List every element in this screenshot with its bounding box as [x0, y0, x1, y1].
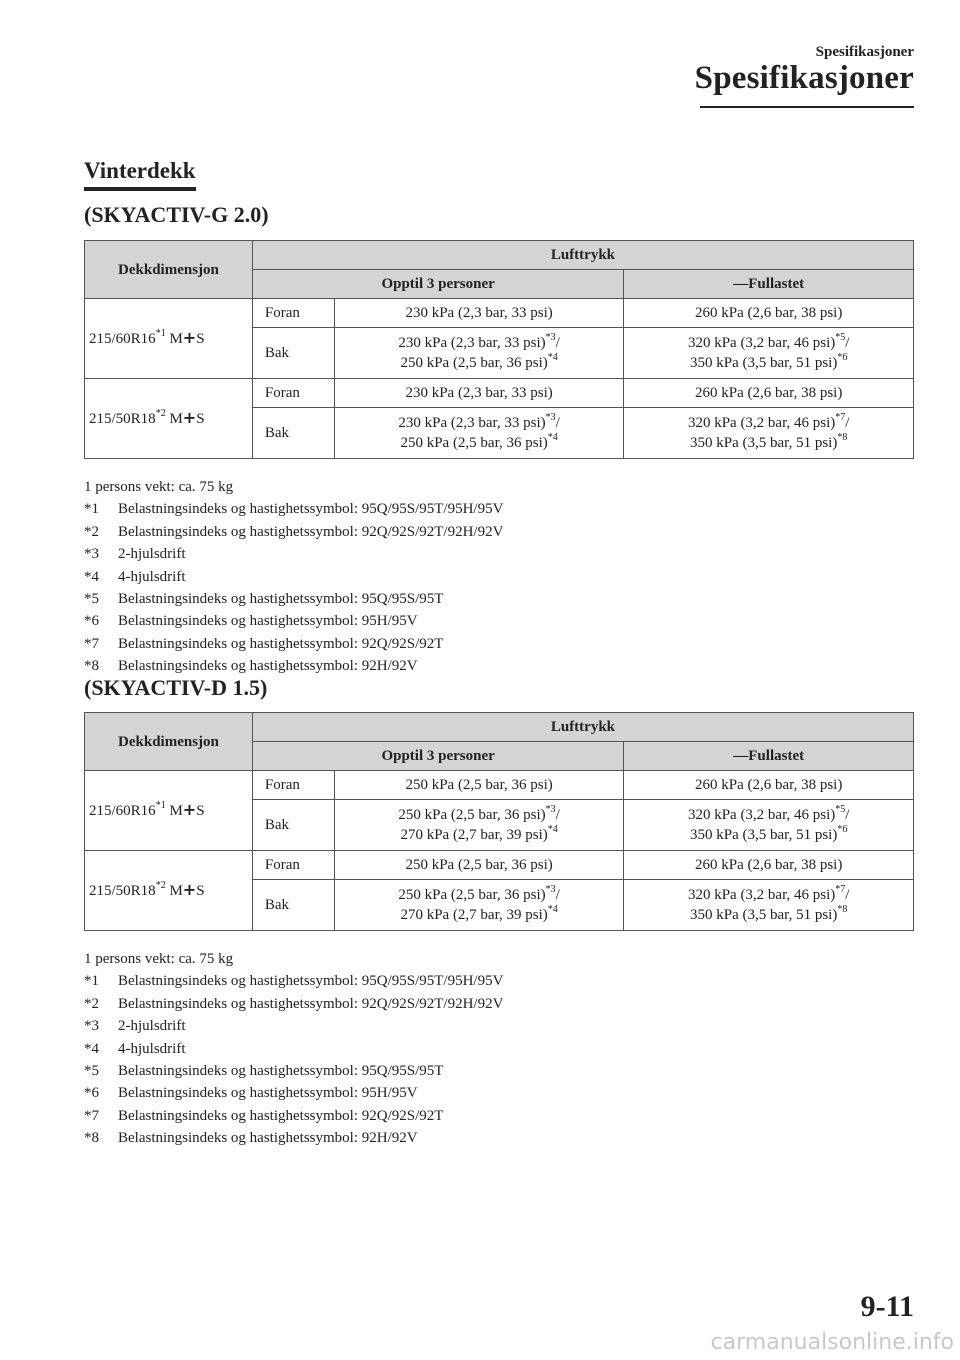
header-dimension: Dekkdimensjon — [85, 241, 253, 299]
header-full: —Fullastet — [624, 742, 914, 771]
front-full-value: 260 kPa (2,6 bar, 38 psi) — [624, 299, 914, 328]
front-up3-value: 250 kPa (2,5 bar, 36 psi) — [334, 771, 624, 800]
header-up-to-3: Opptil 3 personer — [252, 270, 623, 299]
header-dimension: Dekkdimensjon — [85, 713, 253, 771]
running-header-section: Spesifikasjoner — [815, 44, 914, 60]
front-full-value: 260 kPa (2,6 bar, 38 psi) — [624, 851, 914, 880]
tire-dimension: 215/50R18$^{*2}$ M+S — [85, 851, 253, 931]
table-row — [85, 299, 914, 328]
subsection-title-d15: (SKYACTIV-D 1.5) — [84, 675, 268, 700]
rear-full-value: 320 kPa (3,2 bar, 46 psi)$^{*7}$/ 350 kPa (3,5 bar, 51 psi)$^{*8}$ — [624, 408, 914, 459]
front-up3-value: 230 kPa (2,3 bar, 33 psi) — [334, 379, 624, 408]
page-number: 9-11 — [860, 1290, 914, 1323]
front-full-value: 260 kPa (2,6 bar, 38 psi) — [624, 379, 914, 408]
footnote: *6 Belastningsindeks og hastighetssymbol: 95H/95V — [84, 613, 418, 630]
pressure-table-g20 — [84, 240, 914, 459]
footnote: *4 4-hjulsdrift — [84, 1040, 186, 1057]
footnote: *7 Belastningsindeks og hastighetssymbol: 92Q/92S/92T — [84, 635, 444, 652]
footnote: *3 2-hjulsdrift — [84, 546, 186, 563]
footnote: *1 Belastningsindeks og hastighetssymbol: 95Q/95S/95T/95H/95V — [84, 973, 504, 990]
tire-dimension: 215/50R18$^{*2}$ M+S — [85, 379, 253, 459]
rear-up3-value: 230 kPa (2,3 bar, 33 psi)$^{*3}$/ 250 kPa (2,5 bar, 36 psi)$^{*4}$ — [334, 328, 624, 379]
tire-dimension: 215/60R16$^{*1}$ M+S — [85, 771, 253, 851]
pressure-table-d15 — [84, 712, 914, 931]
table-row — [85, 851, 914, 880]
footnote: *8 Belastningsindeks og hastighetssymbol: 92H/92V — [84, 1130, 418, 1147]
position-front: Foran — [252, 851, 334, 880]
position-front: Foran — [252, 771, 334, 800]
footnote: *2 Belastningsindeks og hastighetssymbol: 92Q/92S/92T/92H/92V — [84, 523, 504, 540]
header-pressure: Lufttrykk — [252, 241, 913, 270]
position-rear: Bak — [252, 408, 334, 459]
front-up3-value: 250 kPa (2,5 bar, 36 psi) — [334, 851, 624, 880]
rear-up3-value: 250 kPa (2,5 bar, 36 psi)$^{*3}$/ 270 kPa (2,7 bar, 39 psi)$^{*4}$ — [334, 880, 624, 931]
header-rule — [700, 106, 914, 108]
weight-note: 1 persons vekt: ca. 75 kg — [84, 479, 234, 495]
rear-full-value: 320 kPa (3,2 bar, 46 psi)$^{*5}$/ 350 kPa (3,5 bar, 51 psi)$^{*6}$ — [624, 328, 914, 379]
footnote: *5 Belastningsindeks og hastighetssymbol: 95Q/95S/95T — [84, 1063, 444, 1080]
front-full-value: 260 kPa (2,6 bar, 38 psi) — [624, 771, 914, 800]
footnote: *8 Belastningsindeks og hastighetssymbol: 92H/92V — [84, 658, 418, 675]
front-up3-value: 230 kPa (2,3 bar, 33 psi) — [334, 299, 624, 328]
header-full: —Fullastet — [624, 270, 914, 299]
rear-full-value: 320 kPa (3,2 bar, 46 psi)$^{*7}$/ 350 kPa (3,5 bar, 51 psi)$^{*8}$ — [624, 880, 914, 931]
footnote: *7 Belastningsindeks og hastighetssymbol: 92Q/92S/92T — [84, 1107, 444, 1124]
position-front: Foran — [252, 299, 334, 328]
section-title: Vinterdekk — [84, 158, 196, 191]
footnotes-d15 — [84, 948, 503, 1150]
footnote: *1 Belastningsindeks og hastighetssymbol: 95Q/95S/95T/95H/95V — [84, 501, 504, 518]
footnote: *5 Belastningsindeks og hastighetssymbol: 95Q/95S/95T — [84, 591, 444, 608]
position-rear: Bak — [252, 328, 334, 379]
subsection-title-g20: (SKYACTIV-G 2.0) — [84, 202, 269, 227]
footnote: *4 4-hjulsdrift — [84, 568, 186, 585]
plus-icon: + — [182, 407, 197, 427]
position-rear: Bak — [252, 800, 334, 851]
footnotes-g20 — [84, 476, 503, 678]
plus-icon: + — [182, 879, 197, 899]
table-row — [85, 379, 914, 408]
plus-icon: + — [182, 327, 197, 347]
watermark: carmanualsonline.info — [710, 1330, 954, 1355]
footnote: *6 Belastningsindeks og hastighetssymbol: 95H/95V — [84, 1085, 418, 1102]
position-rear: Bak — [252, 880, 334, 931]
table-row — [85, 771, 914, 800]
position-front: Foran — [252, 379, 334, 408]
rear-full-value: 320 kPa (3,2 bar, 46 psi)$^{*5}$/ 350 kPa (3,5 bar, 51 psi)$^{*6}$ — [624, 800, 914, 851]
rear-up3-value: 230 kPa (2,3 bar, 33 psi)$^{*3}$/ 250 kPa (2,5 bar, 36 psi)$^{*4}$ — [334, 408, 624, 459]
rear-up3-value: 250 kPa (2,5 bar, 36 psi)$^{*3}$/ 270 kPa (2,7 bar, 39 psi)$^{*4}$ — [334, 800, 624, 851]
plus-icon: + — [182, 799, 197, 819]
page-title: Spesifikasjoner — [694, 60, 914, 96]
footnote: *3 2-hjulsdrift — [84, 1018, 186, 1035]
tire-dimension: 215/60R16$^{*1}$ M+S — [85, 299, 253, 379]
header-up-to-3: Opptil 3 personer — [252, 742, 623, 771]
weight-note: 1 persons vekt: ca. 75 kg — [84, 951, 234, 967]
footnote: *2 Belastningsindeks og hastighetssymbol: 92Q/92S/92T/92H/92V — [84, 995, 504, 1012]
header-pressure: Lufttrykk — [252, 713, 913, 742]
